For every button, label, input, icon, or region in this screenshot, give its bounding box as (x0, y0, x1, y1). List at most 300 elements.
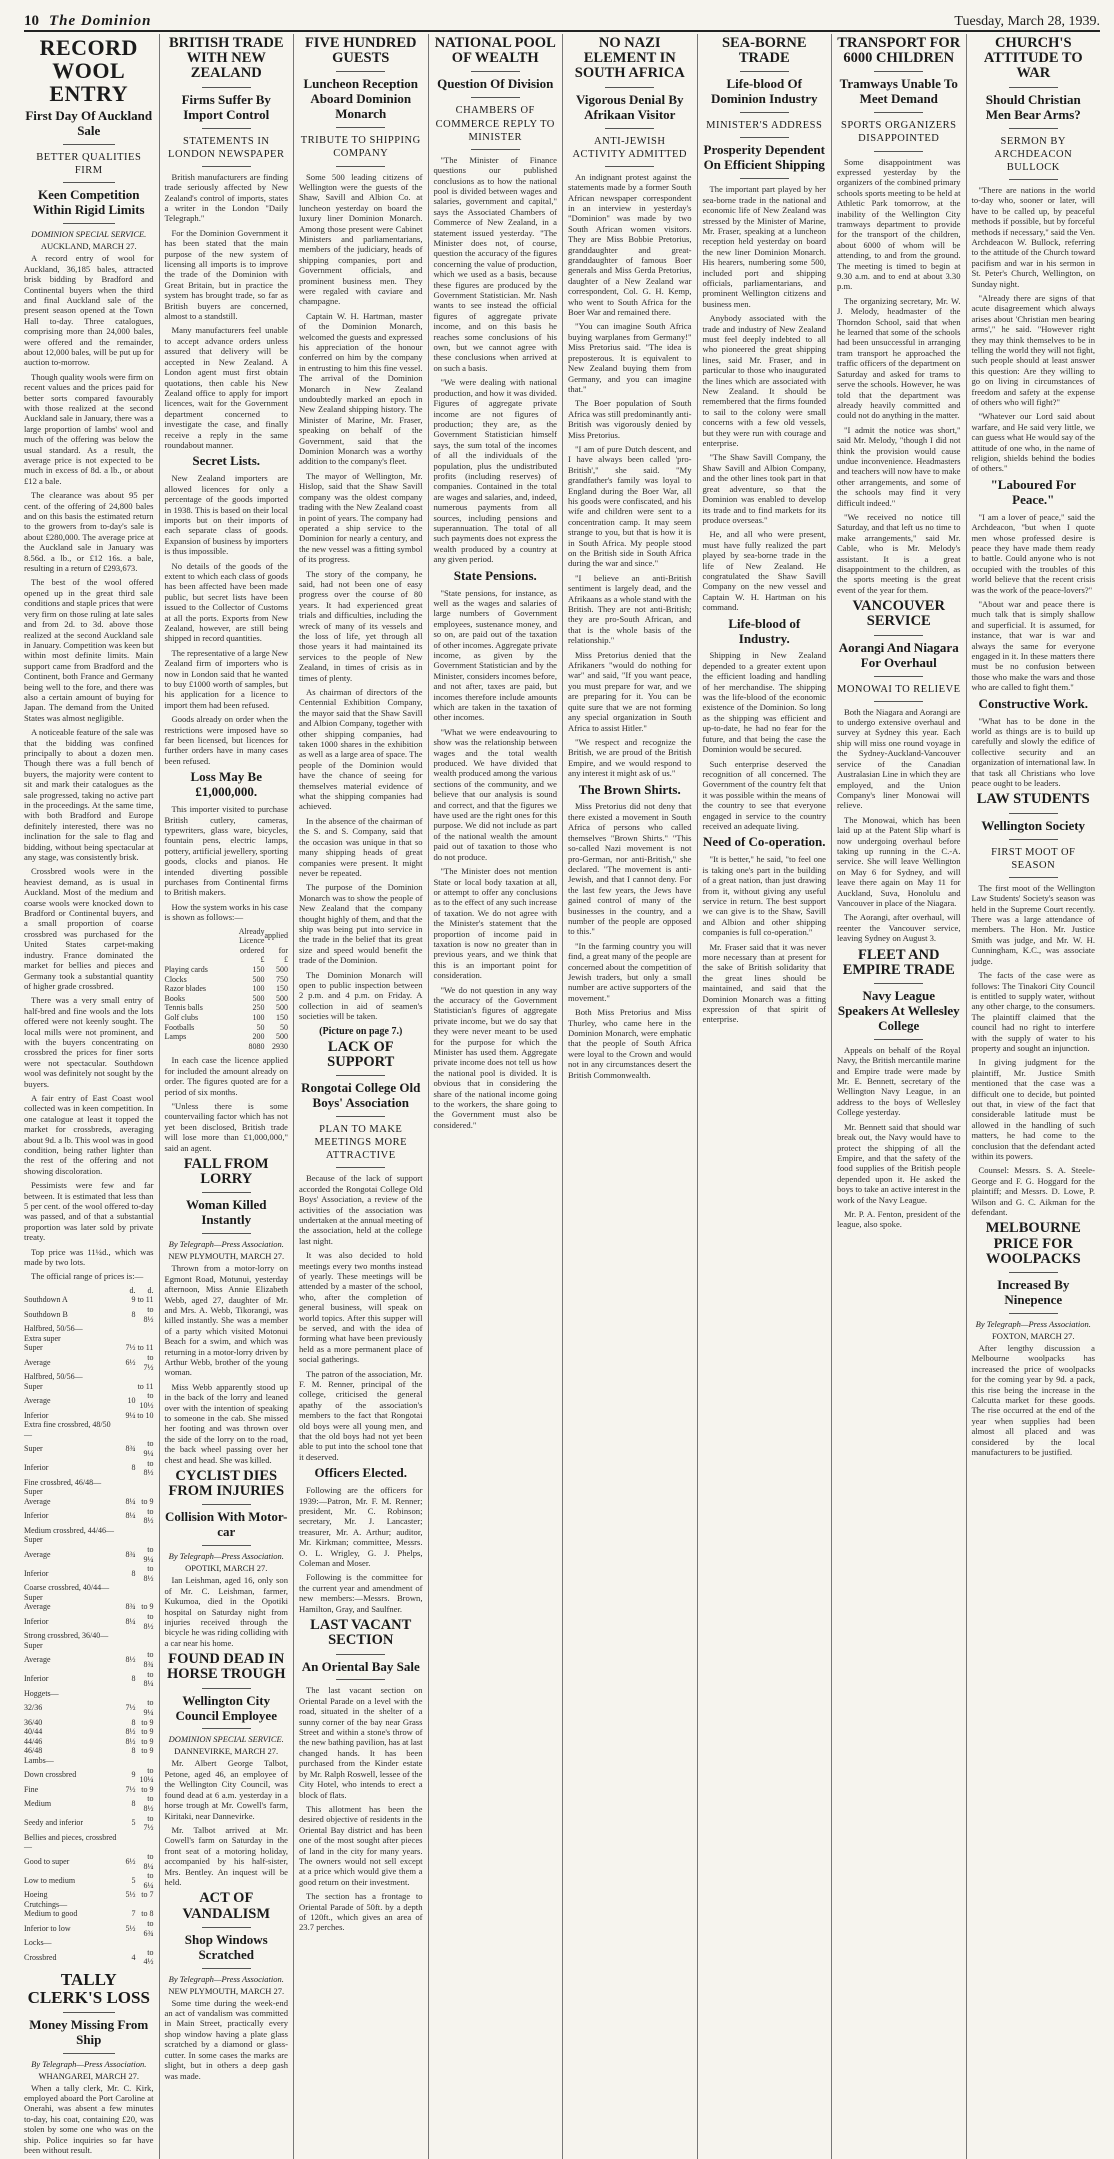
paragraph: "We were dealing with national production, and how it was divided. Figures of aggregate private income are not figures of production; they are, as the Government Statistician himself says, the sum total of the incomes of all the individuals of the population, plus the undistributed profits (including reserves) of companies. Contained in the total are wages and salaries, and, indeed, numerous payments from all sources, including pensions and superannuation. The total of all such payments does not express the wealth produced by a country at any given period. (433, 377, 557, 565)
table-cell: to 9 (141, 1736, 154, 1746)
table-cell: to 6¾ (143, 1919, 154, 1938)
table-row (24, 1439, 154, 1458)
byline: DOMINION SPECIAL SERVICE. (31, 229, 147, 240)
table-cell: 8¼ (125, 1496, 136, 1506)
subheadline: Keen Competition Within Rigid Limits (32, 187, 145, 218)
table-cell (118, 1372, 136, 1382)
paragraph: The Aorangi, after overhaul, will reenter the Vancouver service, leaving Sydney on August 3. (837, 912, 961, 944)
table-cell: Average (24, 1549, 51, 1559)
table-row (165, 975, 289, 985)
table-row (24, 1746, 154, 1756)
paper-name: The Dominion (49, 13, 152, 29)
headline: FOUND DEAD IN HORSE TROUGH (166, 1651, 286, 1683)
subheadline: Rongotai College Old Boys' Association (301, 1080, 421, 1110)
divider-rule (874, 701, 923, 702)
headline: BRITISH TRADE WITH NEW ZEALAND (168, 35, 284, 82)
table-row (165, 965, 289, 975)
table-cell: Coarse crossbred, 40/44— (24, 1583, 110, 1593)
paragraph: Miss Webb apparently stood up in the back of the lorry and leaned over with the intention of speaking to someone in the cab. She missed her footing and was thrown over the side of the lorry on to the road, the back wheel passing over her chest and head. She was killed. (164, 1381, 288, 1465)
headline: CYCLIST DIES FROM INJURIES (168, 1468, 285, 1500)
page-number: 10 (24, 13, 39, 29)
table-cell: 8¼ (125, 1616, 136, 1626)
paragraph: The mayor of Wellington, Mr. Hislop, said that the Shaw Savill company was the oldest company trading with the New Zealand coast in point of years. The company had operated a ship service to the Dominion for nearly a century, and the new vessel was a fitting symbol of its progress. (299, 470, 423, 565)
table-cell: 9 (131, 1770, 136, 1780)
divider-rule (202, 1545, 251, 1546)
table-cell: 150 (252, 964, 265, 974)
deck-line: FIRST MOOT OF SEASON (991, 846, 1076, 871)
paragraph: "The Minister of Finance questions our published conclusions as to how the national pool is divided between wages and salaries, government and capital," says the Associated Chambers of Commerce of New Zealand, in a statement issued yesterday. "The Minister does not, of course, question the accuracy of the figures concerning the value of production, which we used as a basis, because these figures are produced by the Government Statistician. Mr. Nash wants to see instead the official figures of aggregate private income, and on this basis he reaches some conclusions of his own, but we cannot agree with these conclusions when arrived at on such a basis. (433, 154, 557, 373)
paragraph: British manufacturers are finding trade seriously affected by New Zealand's control of imports, states a writer in the London "Daily Telegraph." (164, 171, 288, 224)
divider-rule (202, 1688, 251, 1689)
divider-rule (1009, 877, 1058, 878)
table-cell: Super (24, 1640, 43, 1650)
subheadline: Increased By Ninepence (997, 1277, 1070, 1308)
table-cell: to 9 (141, 1784, 154, 1794)
table-cell: Average (24, 1396, 51, 1406)
paragraph: The patron of the association, Mr. F. M. Renner, principal of the college, criticised the general apathy of the association's members to the fact that Rongotai old boys were all young men, and that the old boys had not yet been able to put into the school tone that it deserved. (299, 1368, 423, 1462)
paragraph: It was also decided to hold meetings every two months instead of yearly. These meetings will be attended by a master of the school, who, after the completion of general business, will speak on world topics. After this supper will be served, and with the idea of forming what have been previously held as a more permanent place of social gatherings. (299, 1250, 423, 1365)
table-row (24, 1564, 154, 1583)
paragraph: Both the Niagara and Aorangi are to undergo extensive overhaul and survey at Sydney this year. Each ship will miss one round voyage in the Sydney-Auckland-Vancouver service of the Canadian Australasian Line in which they are employed, and the Union Company's liner Monowai will relieve. (837, 706, 961, 811)
table-cell: Lamps (164, 1032, 187, 1042)
divider-rule (202, 1728, 251, 1729)
headline: FLEET AND EMPIRE TRADE (842, 946, 955, 978)
paragraph: The last vacant section on Oriental Parade on a level with the road, situated in the shelter of a sunny corner of the bay near Grass Street and within a stone's throw of the new bathing pavilion, has at last changed hands. It has been purchased from the Kinder estate by Mr. Ralph Roswell, lessee of the City Hotel, who intends to erect a block of flats. (299, 1685, 423, 1800)
paragraph: Appeals on behalf of the Royal Navy, the British mercantile marine and Empire trade were made by Mr. E. Bennett, secretary of the Wellington Navy League, in an address to the boys of Wellesley College yesterday. (837, 1044, 961, 1118)
paragraph: In the absence of the chairman of the S. and S. Company, said that the occasion was unique in that so many shipping heads of great companies were present. It might never be repeated. (299, 815, 423, 878)
table-cell (118, 1833, 136, 1852)
table-cell: Halfbred, 50/56— (24, 1372, 83, 1382)
table-cell: 8¼ (125, 1511, 136, 1521)
table-row (24, 1833, 154, 1852)
paragraph: Mr. P. A. Fenton, president of the league, also spoke. (837, 1208, 961, 1230)
table-cell: 7½ (125, 1343, 136, 1353)
table-row (24, 1650, 154, 1669)
divider-rule (202, 87, 251, 88)
table-cell: Southdown B (24, 1309, 68, 1319)
issue-date: Tuesday, March 28, 1939. (954, 14, 1100, 29)
table-cell: Already Licence (238, 926, 265, 946)
table-row (24, 1631, 154, 1641)
divider-rule (605, 87, 654, 88)
table-cell: Strong crossbred, 36/40— (24, 1631, 109, 1641)
headline: LAST VACANT SECTION (310, 1617, 412, 1649)
paragraph: Miss Pretorius did not deny that there existed a movement in South Africa of persons who called themselves "Brown Shirts." "This so-called Nazi movement is not pro-German, nor anti-British," she declared. "The movement is anti-Jewish, and that I cannot deny. For the last few years, the Jews have gained control of many of the businesses in the country, and a number of the people are opposed to this." (568, 801, 692, 937)
paragraph: "In the farming country you will find, a great many of the people are concerned about the competition of Jewish traders, but only a small number are active supporters of the movement." (568, 940, 692, 1003)
table-cell (165, 927, 239, 946)
paragraph: Counsel: Messrs. S. A. Steele-George and F. G. Hoggard for the plaintiff; and Messrs. D. Lowe, P. Wilson and G. C. Aikman for the defendant. (971, 1165, 1095, 1218)
deck-line: MINISTER'S ADDRESS (706, 120, 823, 132)
headline: NATIONAL POOL OF WEALTH (434, 35, 556, 67)
divider-rule (336, 1679, 385, 1680)
deck-line: PLAN TO MAKE MEETINGS MORE ATTRACTIVE (314, 1123, 408, 1162)
divider-rule (336, 127, 385, 128)
table-cell: 36/40 (24, 1717, 43, 1727)
subheadline: Vigorous Denial By Afrikaan Visitor (575, 91, 684, 122)
headline: TALLY CLERK'S LOSS (27, 1970, 150, 2007)
table-cell: Fine crossbred, 46/48— (24, 1477, 102, 1487)
table-cell: Super (24, 1381, 43, 1391)
table-cell: 50 (256, 1022, 265, 1032)
table-cell (136, 1334, 154, 1344)
paragraph: "State pensions, for instance, as well as the wages and salaries of large numbers of Government employees, sustenance money, and so on, are paid out of the taxation of other incomes. Aggregate private income, as given by the Government Statistician and by the Minister, considers incomes before, and not after, taxes are paid, but incomes therefore include amounts which are taken in the taxation of other incomes. (433, 587, 557, 723)
table-row (24, 1526, 154, 1536)
table-cell: Super (24, 1444, 43, 1454)
paragraph: "What has to be done in the world as things are is to build up carefully and slowly the edifice of collective security and an organization of international law. In that task all Christians who love peace ought to be leaders. (971, 715, 1095, 789)
paragraph: For the Dominion Government it has been stated that the main purpose of the new system of licensing all imports is to improve the trade of the Dominion with Great Britain, but in practice the system has brought trade, so far as British buyers are concerned, almost to a standstill. (164, 227, 288, 322)
table-cell: Super (24, 1487, 43, 1497)
masthead (24, 2, 1100, 32)
divider-rule (202, 128, 251, 129)
table-cell: 150 (276, 984, 288, 994)
table-cell: Hoggets— (24, 1688, 59, 1698)
table-cell: to 9 (141, 1746, 154, 1756)
byline: By Telegraph—Press Association. (31, 2058, 147, 2069)
paragraph: The Boer population of South Africa was still predominantly anti-British was vigorously denied by Miss Pretorius. (568, 398, 692, 440)
paragraph: Some disappointment was expressed yesterday by the organizers of the combined primary schools sports meeting to be held at Athletic Park tomorrow, at the inability of the Wellington City tramways department to provide for the transport of the children, about 6000 of whom will be attending, to and from the ground. The meeting is timed to begin at 9.30 a.m. and to end at about 3.30 p.m. (837, 156, 961, 292)
divider-rule (336, 1167, 385, 1168)
table-cell: Extra fine crossbred, 48/50— (24, 1420, 111, 1439)
deck-line: STATEMENTS IN LONDON NEWSPAPER (168, 135, 285, 160)
table-cell (165, 955, 239, 965)
table-cell: Medium (24, 1799, 52, 1809)
table-cell (136, 1526, 154, 1536)
table-cell: 8¾ (125, 1602, 136, 1612)
table-cell: Books (164, 993, 185, 1003)
headline: FALL FROM LORRY (183, 1155, 269, 1188)
table-cell: 500 (252, 974, 265, 984)
table-row (165, 1032, 289, 1042)
subheadline: Money Missing From Ship (29, 2016, 149, 2047)
table-cell (24, 1286, 118, 1296)
table-cell: to 11 (137, 1295, 154, 1305)
table-cell: d. (129, 1285, 136, 1295)
table-cell: 500 (252, 993, 265, 1003)
paragraph: "Unless there is some countervailing factor which has not yet been disclosed, British trade will lose more than £1,000,000," said an agent. (164, 1100, 288, 1153)
table-cell: 44/46 (24, 1736, 43, 1746)
paragraph: Shipping in New Zealand depended to a greater extent upon the efficient loading and handling of her merchandise. The shipping was the life-blood of the economic existence of the Dominion. So long as the shipping was efficient and up-to-date, he had no fear for the future, and that being the case the Dominion would be secured. (702, 650, 826, 755)
table-cell: Southdown A (24, 1295, 68, 1305)
table-cell: Locks— (24, 1938, 52, 1948)
table-row (24, 1871, 154, 1890)
table-cell (118, 1535, 136, 1545)
table-cell (118, 1420, 136, 1439)
table-cell (165, 946, 239, 956)
table-cell: 46/48 (24, 1746, 43, 1756)
paragraph: Crossbred wools were in the heaviest demand, as is usual in Auckland. Most of the medium and coarse wools were knocked down to Bradford or Continental buyers, and a small proportion of coarse crossbred was purchased for the United States carpet-making industry. France dominated the market for bellies and pieces and Germany took a substantial quantity of higher grade crossbred. (24, 866, 154, 991)
table-cell: to 9 (141, 1727, 154, 1737)
paragraph: There was a very small entry of half-bred and fine wools and the lots offered were not keenly sought. The local mills were not prominent, and with the buyers concentrating on crossbred the prices for finer sorts were not spectacular. Southdown wool was definitely not sought by the buyers. (24, 995, 154, 1089)
deck-line: SPORTS ORGANIZERS DISAPPOINTED (840, 120, 957, 145)
table-row (24, 1890, 154, 1900)
table-cell (136, 1420, 154, 1439)
paragraph: When a tally clerk, Mr. C. Kirk, employed aboard the Port Caroline at Onerahi, was absent a few minutes to-day, his coat, containing £20, was stolen by some one who was on the ship. Police inquiries so far have been without result. (24, 2082, 154, 2156)
byline: By Telegraph—Press Association. (168, 1973, 284, 1984)
divider-rule (1009, 1313, 1058, 1314)
table-row (24, 1372, 154, 1382)
table-cell: to 8½ (143, 1506, 154, 1526)
paragraph: Thrown from a motor-lorry on Egmont Road, Motunui, yesterday afternoon, Miss Annie Elizabeth Webb, aged 27, daughter of Mr. and Mrs. A. Webb, Tikorangi, was killed instantly. She was a member of a party which visited Motonui Beach for a swim, and which was returning in a motor-lorry driven by Arthur Webb, brother of the young woman. (164, 1263, 288, 1378)
table-cell (136, 1478, 154, 1488)
table-cell: Golf clubs (164, 1012, 199, 1022)
table-cell: Halfbred, 50/56— (24, 1324, 83, 1334)
table-cell: Seedy and inferior (24, 1818, 84, 1828)
paragraph: "I am of pure Dutch descent, and I have always been called 'pro-British'," she said. "My grandfather's family was loyal to England during the Boer War, all his goods were confiscated, and his wife and children were sent to a concentration camp. It may seem strange to you, but that is how it is in South Africa. My people stood on the British side in South Africa during the war and since." (568, 443, 692, 569)
column-8 (966, 34, 1101, 2159)
column-7 (831, 34, 966, 2159)
table-cell: 8 (131, 1463, 136, 1473)
table-cell: Hoeing (24, 1890, 48, 1900)
table-cell: to 7½ (143, 1353, 154, 1372)
table-cell: to 9 (141, 1602, 154, 1612)
table-cell: £ (260, 955, 265, 965)
divider-rule (874, 112, 923, 113)
table-cell: Average (24, 1655, 51, 1665)
table-cell: 8 (131, 1717, 136, 1727)
table-cell: Inferior (24, 1674, 49, 1684)
table-cell: Super (24, 1535, 43, 1545)
subheadline: Loss May Be £1,000,000. (190, 769, 262, 800)
table-cell: to 9 (141, 1496, 154, 1506)
divider-rule (874, 71, 923, 72)
table-cell: Inferior (24, 1511, 49, 1521)
price-table (165, 927, 289, 1052)
dateline: AUCKLAND, MARCH 27. (40, 241, 137, 252)
paragraph: Anybody associated with the trade and industry of New Zealand must feel deeply indebted to all who pioneered the great shipping lines, said Mr. Fraser, and in particular to those who inaugurated the lines which are associated with New Zealand. It should be remembered that the firms founded to sail to the colony were small concerns with a few old vessels, but they were run with courage and enterprise. (702, 313, 826, 449)
divider-rule (740, 71, 789, 72)
table-cell: Super (24, 1592, 43, 1602)
subheadline: Tramways Unable To Meet Demand (839, 76, 958, 107)
subheadline: Wellington Society (981, 817, 1086, 833)
paragraph: The first moot of the Wellington Law Students' Society's season was held in the Supreme Court recently. There was a large attendance of members. The Hon. Mr. Justice Smith was judge, and Mr. W. H. Cunningham, K.C., was associate judge. (971, 882, 1095, 966)
byline: By Telegraph—Press Association. (168, 1551, 284, 1562)
paragraph: The representative of a large New Zealand firm of importers who is now in London said that he wanted to buy £1000 worth of samples, but his application for a licence to import them had been refused. (164, 647, 289, 710)
paragraph: Following are the officers for 1939:—Patron, Mr. F. M. Renner; president, Mr. C. Robinson; secretary, Mr. J. Lancaster; treasurer, Mr. A. Arthur; auditor, Mr. Kirkman; committee, Messrs. O. L. Wrigley, G. J. Phelps, Coleman and Moser. (299, 1485, 423, 1569)
table-cell: 6½ (125, 1357, 136, 1367)
table-cell: 7½ (125, 1703, 136, 1713)
table-cell: d. (147, 1285, 154, 1295)
headline: LACK OF SUPPORT (327, 1038, 395, 1070)
divider-rule (1009, 87, 1058, 88)
table-cell: ordered (240, 945, 265, 955)
subheadline: Should Christian Men Bear Arms? (985, 91, 1081, 122)
table-cell: to 8 (141, 1909, 154, 1919)
table-cell (136, 1833, 154, 1852)
dateline: NEW PLYMOUTH, MARCH 27. (168, 1251, 285, 1262)
deck-line: SERMON BY ARCHDEACON BULLOCK (994, 135, 1073, 173)
divider-rule (874, 635, 923, 636)
table-cell: to 9¼ (143, 1439, 154, 1458)
divider-rule (202, 1504, 251, 1505)
table-cell: 8 (131, 1309, 136, 1319)
column-6 (697, 34, 832, 2159)
paragraph: The important part played by her sea-borne trade in the national and economic life of New Zealand was stressed by the Minister of Marine, Mr. Fraser, speaking at a luncheon reception held yesterday on board the new liner Dominion Monarch. His hearers, numbering some 500, included port and shipping officials, parliamentarians, and prominent Wellington citizens and business men. (702, 184, 826, 309)
subheadline: Life-blood of Industry. (728, 615, 801, 646)
table-cell: 2930 (272, 1041, 288, 1051)
table-cell (118, 1689, 136, 1699)
paragraph: The best of the wool offered opened up in the great third sale conditions and staple prices that were very firm on those ruling at late sales and from 2d. to 3d. above those realized at the second Auckland sale in January. Competition was keen but within most definite limits. Main support came from Bradford and the Continent, both France and Germany being well to the fore, and there was also a certain amount of buying for Japan. The demand from the United States was almost negligible. (24, 577, 154, 723)
headline: TRANSPORT FOR 6000 CHILDREN (837, 35, 961, 67)
subheadline: Firms Suffer By Import Control (181, 91, 271, 122)
table-cell: Crutchings— (24, 1899, 68, 1909)
paragraph: "It is better," he said, "to feel one is taking one's part in the building of a great nation, than just drawing from it, without giving any useful service in return. The best support we can give is to the Shaw, Savill and Albion and other shipping companies is full co-operation." (702, 854, 826, 938)
column-2 (159, 34, 294, 2159)
divider-rule (202, 1968, 251, 1969)
paragraph: The facts of the case were as follows: The Tinakori City Council is entitled to supply water, without any other charge, to the consumers. The plaintiff claimed that the council had no right to interfere with the supply of water to his property and sought an injunction. (971, 970, 1095, 1053)
column-4 (428, 34, 563, 2159)
table-cell: Down crossbred (24, 1770, 77, 1780)
paragraph: Mr. Bennett said that should war break out, the Navy would have to protect the shipping of all the Empire, and that the safety of the food supplies of the British people depended upon it. He asked the boys to take an active interest in the work of the Navy League. (837, 1121, 961, 1205)
table-cell: 500 (276, 1032, 288, 1042)
table-row (24, 1286, 154, 1296)
masthead-left (24, 12, 151, 30)
table-cell: 150 (276, 1012, 288, 1022)
table-cell: Playing cards (164, 964, 208, 974)
table-cell: 7½ (125, 1784, 136, 1794)
table-cell: 40/44 (24, 1727, 43, 1737)
table-row (24, 1391, 154, 1410)
table-row (24, 1900, 154, 1910)
table-cell: 6½ (125, 1856, 136, 1866)
table-cell: £ (284, 955, 288, 965)
table-cell: to 8½ (143, 1794, 154, 1813)
table-row (24, 1737, 154, 1747)
table-row (24, 1324, 154, 1334)
table-row (24, 1602, 154, 1612)
table-row (24, 1535, 154, 1545)
table-row (24, 1583, 154, 1593)
table-row (165, 927, 289, 946)
table-row (24, 1487, 154, 1497)
paragraph: The Dominion Monarch will open to public inspection between 2 p.m. and 4 p.m. on Friday. A collection in aid of seamen's societies will be taken. (299, 969, 423, 1022)
divider-rule (471, 149, 520, 150)
table-cell (136, 1900, 154, 1910)
divider-rule (63, 223, 115, 224)
paragraph: "Whatever our Lord said about warfare, and He said very little, we can guess what He would say of the attitude of one who, in the name of religion, shields behind the bodies of others." (971, 411, 1095, 474)
dateline: NEW PLYMOUTH, MARCH 27. (168, 1985, 285, 1996)
divider-rule (63, 144, 115, 145)
subheadline: Officers Elected. (314, 1465, 407, 1481)
paragraph: Goods already on order when the restrictions were imposed have so far been licensed, but licences for further orders have in many cases been refused. (164, 714, 288, 766)
table-cell: Low to medium (24, 1875, 76, 1885)
table-row (165, 1042, 289, 1052)
column-3 (293, 34, 428, 2159)
divider-rule (874, 1039, 923, 1040)
divider-rule (471, 97, 520, 98)
table-row (24, 1593, 154, 1603)
paragraph: "We respect and recognize the British, we are proud of the British Empire, and we would respond to any interest it might ask of us." (568, 736, 692, 779)
table-row (24, 1545, 154, 1564)
paragraph: Ian Leishman, aged 16, only son of Mr. C. Leishman, farmer, Kukumoa, died in the Opotiki hospital on Saturday night from injuries received through the bicycle he was riding colliding with a car near his home. (164, 1575, 288, 1648)
deck-line: MONOWAI TO RELIEVE (837, 683, 961, 695)
divider-rule (740, 178, 789, 179)
headline: MELBOURNE PRICE FOR WOOLPACKS (985, 1220, 1081, 1267)
subheadline: Shop Windows Scratched (184, 1931, 268, 1962)
table-cell: Average (24, 1496, 51, 1506)
paragraph: Captain W. H. Hartman, master of the Dominion Monarch, welcomed the guests and expressed his appreciation of the honour conferred on him by the company in entrusting to him this fine vessel. The arrival of the Dominion Monarch in New Zealand undoubtedly marked an epoch in New Zealand shipping history. The Minister of Marine, Mr. Fraser, speaking on behalf of the Government, said that the Dominion Monarch was a worthy addition to the company's fleet. (299, 310, 423, 467)
table-cell: 7 (131, 1909, 136, 1919)
table-cell: Clocks (164, 974, 187, 984)
table-cell: Inferior (24, 1568, 49, 1578)
table-row (24, 1785, 154, 1795)
paragraph: This importer visited to purchase British cutlery, cameras, typewriters, glass ware, bicycles, fountain pens, electric lamps, pottery, artificial jewellery, sporting goods, clocks and pianos. He intended diverting possible purchases from Continental firms to British makers. (164, 804, 288, 898)
headline: ACT OF VANDALISM (182, 1890, 271, 1922)
paragraph: Mr. Talbot arrived at Mr. Cowell's farm on Saturday in the front seat of a motoring holiday, accompanied by his half-sister, Mrs. Bentley. An inquest will be held. (164, 1824, 288, 1887)
paragraph: "I am a lover of peace," said the Archdeacon, "but when I quote men whose professed desire is peace they have made them ready to battle. Could anyone who is not occupied with the troubles of this world believe that the recent crisis was the work of the peace-lovers?" (971, 511, 1095, 595)
table-cell: Good to super (24, 1856, 70, 1866)
paragraph: Miss Pretorius denied that the Afrikaners "would do nothing for war" and said, "If you want peace, you must prepare for war, and we are preparing for it. You can be quite sure that we are not forming any special organization in South Africa to assist Hitler." (568, 649, 692, 733)
table-cell (136, 1583, 154, 1593)
divider-rule (605, 128, 654, 129)
table-row (24, 1420, 154, 1439)
table-cell (118, 1478, 136, 1488)
table-cell (118, 1526, 136, 1536)
table-cell: 5½ (125, 1890, 136, 1900)
divider-rule (1009, 839, 1058, 840)
columns-grid (24, 34, 1100, 2156)
table-cell: Average (24, 1357, 51, 1367)
paragraph: "The Minister does not mention State or local body taxation at all, or attempt to offer any conclusions as to the effect of any such increase of taxation. We do not agree with the Minister's statement that the proportion of income paid in taxation is now no greater than in previous years, and we think that this is an important point for consideration. (433, 866, 557, 981)
table-row (24, 1478, 154, 1488)
paragraph: Both Miss Pretorius and Miss Thurley, who came here in the Dominion Monarch, were emphatic that the people of South Africa were loyal to the Crown and would not in any circumstances desert the British Commonwealth. (568, 1007, 692, 1080)
table-cell: Super (24, 1343, 43, 1353)
divider-rule (336, 1075, 385, 1076)
table-cell: to 9¼ (143, 1698, 154, 1717)
table-cell (118, 1938, 136, 1948)
table-row (24, 1852, 154, 1871)
paragraph: Following is the committee for the current year and amendment of new members:—Messrs. Brown, Hamilton, Gray, and Saulfner. (299, 1572, 423, 1614)
table-row (24, 1295, 154, 1305)
byline: By Telegraph—Press Association. (168, 1239, 284, 1250)
subheadline: "Laboured For Peace." (990, 476, 1076, 507)
subheadline: Wellington City Council Employee (175, 1692, 277, 1723)
subheadline: Life-blood Of Dominion Industry (710, 76, 818, 107)
subheadline: Collision With Motor-car (164, 1509, 288, 1540)
table-cell (118, 1593, 136, 1603)
paragraph: An indignant protest against the statements made by a former South African newspaper correspondent in an interview in yesterday's "Dominion" was made by two South African women visitors. They are Miss Bobbie Pretorius, granddaughter and great-granddaughter of famous Boer generals and Miss Gerda Pretorius, daughter of a New Zealand war correspondent, Col. G. H. Kemp, who went to South Africa for the Boer War and remained there. (568, 171, 692, 318)
paragraph: Mr. Fraser said that it was never more necessary than at present for the sake of British solidarity that the great lines should be maintained, and said that the Dominion Monarch was a fitting expression of that spirit of enterprise. (702, 941, 826, 1025)
table-cell: Inferior (24, 1410, 49, 1420)
paragraph: The purpose of the Dominion Monarch was to show the people of New Zealand that the company thought highly of them, and that the ship was being put into service in the trade in the belief that its great size and speed would benefit the trade of the Dominion. (299, 882, 423, 966)
divider-rule (336, 166, 385, 167)
picture-caption: (Picture on page 7.) (319, 1025, 403, 1037)
paragraph: No details of the goods of the extent to which each class of goods has been affected have been made public, but secret lists have been issued to the Collector of Customs at all the ports. Exports from New Zealand, however, are still being shipped in record quantities. (164, 560, 288, 644)
divider-rule (336, 1654, 385, 1655)
paragraph: "About war and peace there is much talk that is simply shallow and superficial. It is assumed, for instance, that war is war and always the same for everyone engaged in it. In these matters there must be no confusion between those who make the wars and those who are called to fight them." (971, 599, 1095, 693)
headline: NO NAZI ELEMENT IN SOUTH AFRICA (574, 35, 685, 82)
dateline: WHANGAREI, MARCH 27. (38, 2070, 140, 2081)
table-row (24, 1305, 154, 1324)
paragraph: "I believe an anti-British sentiment is largely dead, and the Afrikaans as a whole stand with the British. They are not anti-British; they are pro-South African, and that is the whole basis of the relationship." (568, 572, 692, 646)
headline: FIVE HUNDRED GUESTS (304, 35, 417, 67)
table-cell (136, 1689, 154, 1699)
paragraph: Some 500 leading citizens of Wellington were the guests of the Shaw, Savill and Albion Co. at luncheon yesterday on board the luxury liner Dominion Monarch. Among those present were Cabinet Ministers and parliamentarians, members of the judiciary, heads of shipping companies, port and Government officials, and prominent business men. They were regaled with caviare and champagne. (299, 171, 423, 307)
table-row (24, 1507, 154, 1526)
paragraph: Many manufacturers feel unable to accept advance orders unless assured that delivery will be accepted in New Zealand. A London agent must first obtain quotations, then cable his New Zealand office to apply for import licences, wait for the Government department concerned to investigate the case, and finally receive a reply in the same roundabout manner. (164, 325, 288, 450)
paragraph: The story of the company, he said, had not been one of easy progress over the course of 80 years. It had experienced great trials and difficulties, including the wreck of many of its vessels and the loss of life, yet through all those years it had maintained its services to the people of New Zealand, in times of crisis as in times of plenty. (299, 568, 423, 683)
subheadline: Navy League Speakers At Wellesley College (837, 988, 960, 1033)
table-row (24, 1909, 154, 1919)
paragraph: "You can imagine South Africa buying warplanes from Germany!" Miss Pretorius said. "The idea is preposterous. It is equivalent to New Zealand buying them from Germany, and you can imagine that." (568, 321, 692, 394)
table-cell: Bellies and pieces, crossbred— (24, 1832, 117, 1852)
table-cell (118, 1641, 136, 1651)
table-cell: to 11 (137, 1343, 154, 1353)
divider-rule (202, 1192, 251, 1193)
paragraph: In giving judgment for the plaintiff, Mr. Justice Smith mentioned that the case was a difficult one to decide, but pointed out that, in view of the fact that considerable latitude must be allowed in the handling of such matters, he had come to the conclusion that the defendant acted within its powers. (971, 1057, 1095, 1161)
table-row (24, 1670, 154, 1689)
paragraph: "There are nations in the world to-day who, sooner or later, will have to be called up, by peaceful methods if possible, but by forceful methods if necessary," said the Ven. Archdeacon W. Bullock, referring to the attitude of the Church toward pacifism and war in his sermon in St. Peter's Church, Wellington, on Sunday night. (971, 184, 1095, 289)
table-cell: Medium crossbred, 44/46— (24, 1525, 114, 1535)
